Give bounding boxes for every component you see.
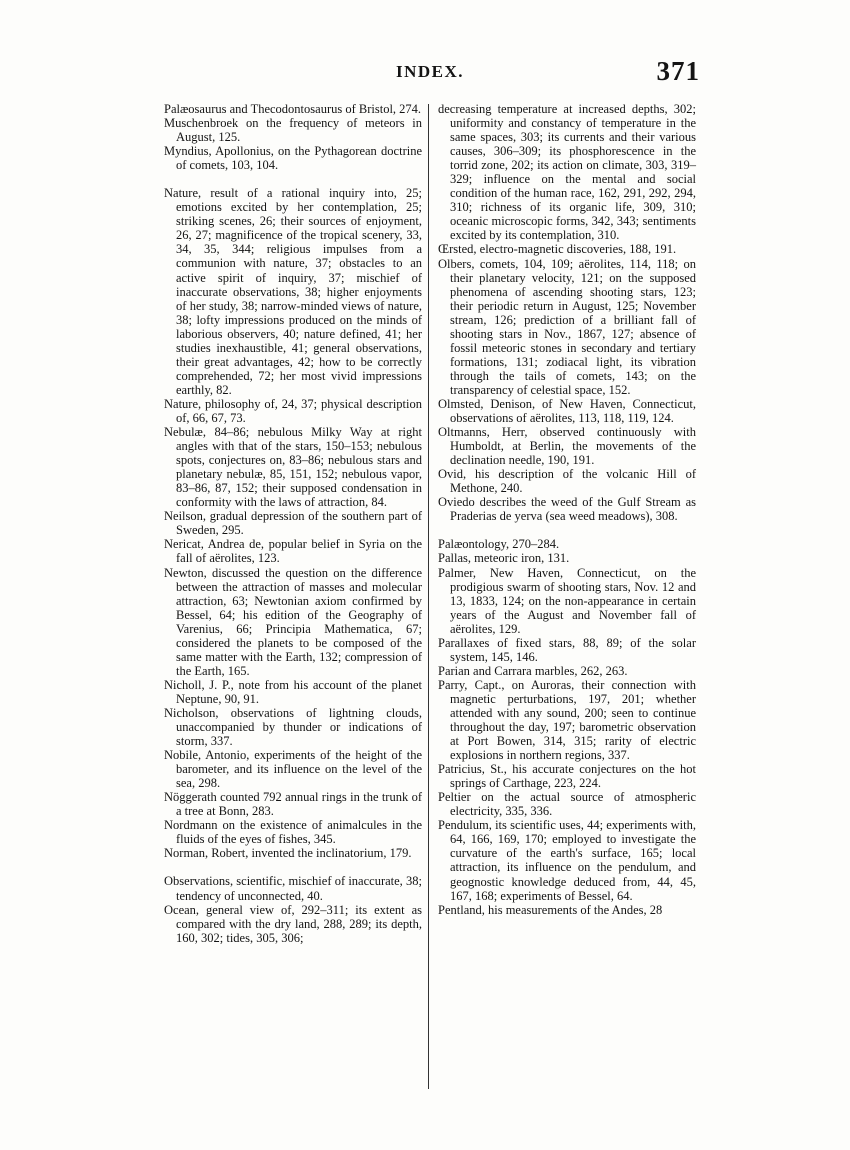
index-entry: Œrsted, electro-magnetic discoveries, 188, 191. [438,242,677,257]
index-entry: Olbers, comets, 104, 109; aërolites, 114, 118; on their planetary velocity, 121; on the supposed phenomena of ascending shooting stars, 123; their periodic return in August, 125; November stream, 126; prediction of a brilliant fall of shooting stars in Nov., 1867, 127; absence of fossil meteoric stones in secondary and tertiary formations, 131; zodiacal light, its vibration through the tails of comets, 143; on the transparency of celestial space, 152. [438,256,696,397]
index-entry: Nicholl, J. P., note from his account of the planet Neptune, 90, 91. [164,677,422,706]
index-entry: Pentland, his measurements of the Andes, 28 [438,902,663,917]
running-head: INDEX. [395,62,465,81]
index-entry: Ovid, his description of the volcanic Hill of Methone, 240. [438,467,696,496]
index-column-right [438,102,696,917]
index-entry: Palæosaurus and Thecodontosaurus of Bristol, 274. [164,102,422,116]
index-entry: Nature, philosophy of, 24, 37; physical description of, 66, 67, 73. [164,396,422,425]
index-entry: Oviedo describes the weed of the Gulf Stream as Praderias de yerva (sea weed meadows), 308. [438,495,696,524]
index-entry: Parallaxes of fixed stars, 88, 89; of the solar system, 145, 146. [438,635,696,664]
index-entry: decreasing temperature at increased depths, 302; uniformity and constancy of temperature in the same spaces, 303; its currents and their various causes, 306–309; its phosphorescence in the torrid zone, 202; its action on climate, 303, 319–329; influence on the mental and social condition of the human race, 162, 291, 292, 294, 310; richness of its organic life, 309, 310; oceanic microscopic forms, 342, 343; sentiments excited by its contemplation, 310. [438,102,696,243]
index-entry: Pendulum, its scientific uses, 44; experiments with, 64, 166, 169, 170; employed to investigate the curvature of the earth's surface, 165; local attraction, its influence on the pendulum, and geognostic knowledge deduced from, 44, 45, 167, 168; experiments of Bessel, 64. [438,818,696,903]
index-entry: Nordmann on the existence of animalcules in the fluids of the eyes of fishes, 345. [164,818,422,847]
index-entry: Pallas, meteoric iron, 131. [438,551,570,566]
index-entry: Nobile, Antonio, experiments of the height of the barometer, and its influence on the level of the sea, 298. [164,748,422,791]
index-entry: Palæontology, 270–284. [438,537,560,552]
index-entry: Peltier on the actual source of atmospheric electricity, 335, 336. [438,790,696,819]
index-column-left [164,102,422,945]
column-divider [428,104,429,1089]
page-number: 371 [656,56,700,86]
index-entry: Norman, Robert, invented the inclinatorium, 179. [164,846,412,861]
index-entry: Olmsted, Denison, of New Haven, Connecticut, observations of aërolites, 113, 118, 119, 124. [438,396,696,426]
index-entry: Parian and Carrara marbles, 262, 263. [438,663,628,678]
index-entry: Oltmanns, Herr, observed continuously with Humboldt, at Berlin, the movements of the declination needle, 190, 191. [438,425,696,468]
index-entry: Nature, result of a rational inquiry into, 25; emotions excited by her contemplation, 25; striking scenes, 26; their sources of enjoyment, 26, 27; magnificence of the tropical scenery, 33, 34, 35, 344; religious impulses from a communion with nature, 37; obstacles to an active spirit of inquiry, 37; mischief of inaccurate observations, 38; higher enjoyments of her study, 38; narrow-minded views of nature, 38; lofty impressions produced on the minds of laborious observers, 40; nature defined, 41; her studies inexhaustible, 41; general observations, their great advantages, 42; how to be correctly comprehended, 72; her most vivid impressions earthly, 82. [164,186,422,397]
page-header [160,56,700,92]
index-entry: Myndius, Apollonius, on the Pythagorean doctrine of comets, 103, 104. [164,144,422,173]
index-entry: Nicholson, observations of lightning clouds, unaccompanied by thunder or indications of storm, 337. [164,705,422,749]
index-entry: Nöggerath counted 792 annual rings in the trunk of a tree at Bonn, 283. [164,790,422,819]
index-entry: Palmer, New Haven, Connecticut, on the prodigious swarm of shooting stars, Nov. 12 and 13, 1833, 124; on the non-appearance in certain years of the August and November fall of aërolites, 129. [438,565,696,636]
index-entry: Patricius, St., his accurate conjectures on the hot springs of Carthage, 223, 224. [438,762,696,791]
index-entry: Newton, discussed the question on the difference between the attraction of masses and molecular attraction, 63; Newtonian axiom confirmed by Bessel, 64; his edition of the Geography of Varenius, 66; Principia Mathematica, 67; considered the planets to be composed of the same matter with the Earth, 132; compression of the Earth, 165. [164,565,422,678]
index-entry: Observations, scientific, mischief of inaccurate, 38; tendency of unconnected, 40. [164,874,422,903]
index-entry: Parry, Capt., on Auroras, their connection with magnetic perturbations, 197, 201; whether attended with any sound, 200; seen to continue throughout the day, 197; barometric observation at Port Bowen, 314, 315; rarity of electric explosions in northern regions, 337. [438,677,696,763]
index-entry: Neilson, gradual depression of the southern part of Sweden, 295. [164,509,422,538]
index-entry: Ocean, general view of, 292–311; its extent as compared with the dry land, 288, 289; its depth, 160, 302; tides, 305, 306; [164,902,422,945]
index-entry: Muschenbroek on the frequency of meteors in August, 125. [164,116,422,145]
index-entry: Nericat, Andrea de, popular belief in Syria on the fall of aërolites, 123. [164,537,422,566]
index-entry: Nebulæ, 84–86; nebulous Milky Way at right angles with that of the stars, 150–153; nebulous spots, conjectures on, 83–86; nebulous stars and planetary nebulæ, 85, 151, 152; nebulous vapor, 83–86, 87, 152; their supposed condensation in conformity with the laws of attraction, 84. [164,425,422,510]
